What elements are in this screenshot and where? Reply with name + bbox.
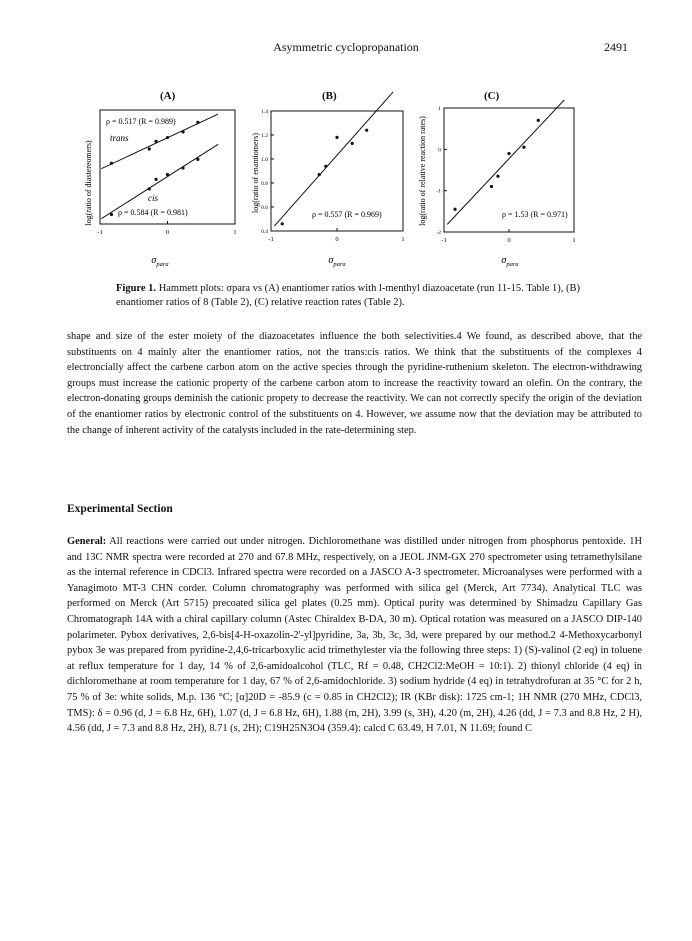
ylabel-b: log(ratio of enantiomers) <box>251 133 260 213</box>
data-point-trans <box>166 136 169 139</box>
data-point-trans <box>148 147 151 150</box>
panel-label-b: (B) <box>322 90 337 102</box>
fit-line <box>274 92 393 226</box>
paragraph-lead: General: <box>67 536 107 547</box>
data-point-trans <box>154 140 157 143</box>
plot-b <box>246 105 410 280</box>
x-ticks-b <box>268 228 404 243</box>
x-tick-label: 1 <box>233 229 237 236</box>
paragraph-general-text: All reactions were carried out under nitrogen. Dichloromethane was distilled under nitrogen from phosphorus pentoxide. 1H and 13C NMR spectra were recorded at 270 and 67.8 MHz, respectively, on a JEOL JNM-GX 270 spectrometer using tetramethylsilane as the internal reference in CDCl3. Infrared spectra were recorded on a JASCO A-3 spectrometer. Microanalyses were performed with a Yanagimoto MT-3 CHN corder. Column chromatography was performed with silica gel (Merck, Art 7734). Analytical TLC was performed on Merck (Art 5715) precoated silica gel plates (0.25 mm). Optical purity was determined by Shimadzu Capillary Gas Chromatograph 14A with a chiral capillary column (Astec Chiraldex B-DA, 30 m). Optical rotation was measured on a JASCO DIP-140 polarimeter. Pybox derivatives, 2,6-bis[4-H-oxazolin-2'-yl]pyridine, 3a, 3b, 3c, 3d, were prepared by our method.2 4-Methoxycarbonyl pybox 3e was prepared from pyridine-2,4,6-tricarboxylic acid trimethylester via the following three steps: 1) (S)-valinol (2 eq) in toluene at reflux temperature for 1 day, 14 % of 2,6-amidoalcohol (TLC, Rf = 0.48, CH2Cl2:MeOH = 10:1). 2) thionyl chloride (4 eq) in dichloromethane at room temperature for 1 day, 67 % of 2,6-amidochloride. 3) sodium hydride (4 eq) in tetrahydrofuran at 35 °C for 2 h, 75 % of 3e: white solids, M.p. 136 °C; [α]20D = -85.9 (c = 0.85 in CH2Cl2); IR (KBr disk): 1725 cm-1; 1H NMR (270 MHz, CDCl3, TMS): δ = 0.96 (d, J = 6.8 Hz, 6H), 1.07 (d, J = 6.8 Hz, 6H), 1.88 (m, 2H), 3.99 (s, 3H), 4.20 (m, 2H), 4.26 (dd, J = 7.3 and 8.8 Hz, 2 H), 4.56 (dd, J = 7.3 and 8.8 Hz, 2H), 8.71 (s, 2H); C19H25N3O4 (359.4): calcd C 63.49, H 7.01, N 11.69; found C <box>67 536 642 735</box>
x-tick-label: -1 <box>268 236 274 243</box>
data-point <box>453 208 456 211</box>
y-tick-label: -1 <box>436 188 441 195</box>
data-point <box>335 136 338 139</box>
data-point-cis <box>154 178 157 181</box>
x-tick-label: 1 <box>572 237 576 244</box>
data-point-trans <box>181 130 184 133</box>
y-tick-label: 1.0 <box>261 157 268 163</box>
fit-line <box>447 100 564 224</box>
caption-text: Hammett plots: σpara vs (A) enantiomer ratios with l-menthyl diazoacetate (run 11-15. Table 1), (B) enantiomer ratios of 8 (Table 2), (C) relative reaction rates (Table 2). <box>116 283 580 308</box>
x-tick-label: 1 <box>401 236 405 243</box>
xlabel-a: $\sigma_{para}$ <box>151 255 169 268</box>
figure-caption <box>116 282 586 310</box>
ylabel-a: log(ratio of diastereomers) <box>84 140 93 226</box>
annotation-trans-a: ρ = 0.517 (R = 0.989) <box>106 117 176 126</box>
data-point <box>496 175 499 178</box>
data-point <box>522 146 525 149</box>
ylabel-c: log(ratio of relative reaction rates) <box>418 116 427 226</box>
data-point <box>324 165 327 168</box>
y-ticks-b <box>261 109 274 235</box>
data-point-trans <box>110 162 113 165</box>
points-c <box>453 119 539 211</box>
xlabel-b: $\sigma_{para}$ <box>328 255 346 268</box>
x-tick-label: 0 <box>335 236 339 243</box>
page-number: 2491 <box>604 40 628 54</box>
fit-line-b <box>274 92 393 226</box>
data-point <box>281 222 284 225</box>
series-label-trans: trans <box>110 133 129 143</box>
paragraph-discussion: shape and size of the ester moiety of the diazoacetates influence the both selectivities.4 We found, as described above, that the substituents on 4 mainly alter the enantiomer ratios, not the trans:cis ratios. We think that the substituents of the complexes 4 electroncially affect the carbene carbon atom on the active species through the pyridine-ruthenium skeleton. The electron-withdrawing groups must increase the cationic property of the carbene carbon atom to increase the reactivity toward an olefin. On the contrary, the electron-donating groups deminish the cationic propety to decrease the reactivity. We can not correctly specify the origin of the deviation of the enantiomer ratios by electronic control of the substituents on 4. However, we assume now that the deviation may be attributed to the change of inherent activity of the catalysts included in the rate-determining step. <box>67 331 642 436</box>
y-tick-label: -2 <box>436 230 441 236</box>
y-ticks-c <box>436 106 447 236</box>
data-point-trans <box>196 121 199 124</box>
x-tick-label: -1 <box>441 237 447 244</box>
data-point-cis <box>181 166 184 169</box>
x-ticks-c <box>441 229 575 244</box>
x-tick-label: 0 <box>507 237 511 244</box>
paragraph-general <box>67 534 642 737</box>
y-tick-label: 0.8 <box>261 181 268 187</box>
data-point <box>365 129 368 132</box>
plot-c <box>416 105 582 280</box>
annotation-c: ρ = 1.53 (R = 0.971) <box>502 210 568 219</box>
data-point <box>507 152 510 155</box>
annotation-b: ρ = 0.557 (R = 0.969) <box>312 210 382 219</box>
panel-label-a: (A) <box>160 90 176 102</box>
data-point-cis <box>196 158 199 161</box>
y-tick-label: 0 <box>438 147 441 154</box>
x-ticks-a <box>97 221 236 236</box>
xlabel-c: $\sigma_{para}$ <box>501 255 519 268</box>
data-point <box>490 185 493 188</box>
annotation-cis-a: ρ = 0.584 (R = 0.981) <box>118 208 188 217</box>
running-title: Asymmetric cyclopropanation <box>273 40 419 54</box>
data-point <box>351 142 354 145</box>
fit-line-c <box>447 100 564 224</box>
y-tick-label: 0.4 <box>261 229 268 235</box>
y-tick-label: 1.4 <box>261 109 268 115</box>
caption-label: Figure 1. <box>116 283 157 294</box>
y-tick-label: 0.6 <box>261 205 268 211</box>
section-heading: Experimental Section <box>67 503 173 515</box>
data-point-cis <box>110 213 113 216</box>
data-point-cis <box>148 187 151 190</box>
y-tick-label: 1.2 <box>261 133 268 139</box>
data-point <box>537 119 540 122</box>
panel-label-c: (C) <box>484 90 500 102</box>
data-point <box>318 173 321 176</box>
x-tick-label: -1 <box>97 229 103 236</box>
series-label-cis: cis <box>148 193 158 203</box>
fit-lines-a <box>101 114 218 219</box>
data-point-cis <box>166 173 169 176</box>
plot-a <box>80 105 240 280</box>
x-tick-label: 0 <box>165 229 170 236</box>
y-tick-label: 1 <box>438 106 441 112</box>
